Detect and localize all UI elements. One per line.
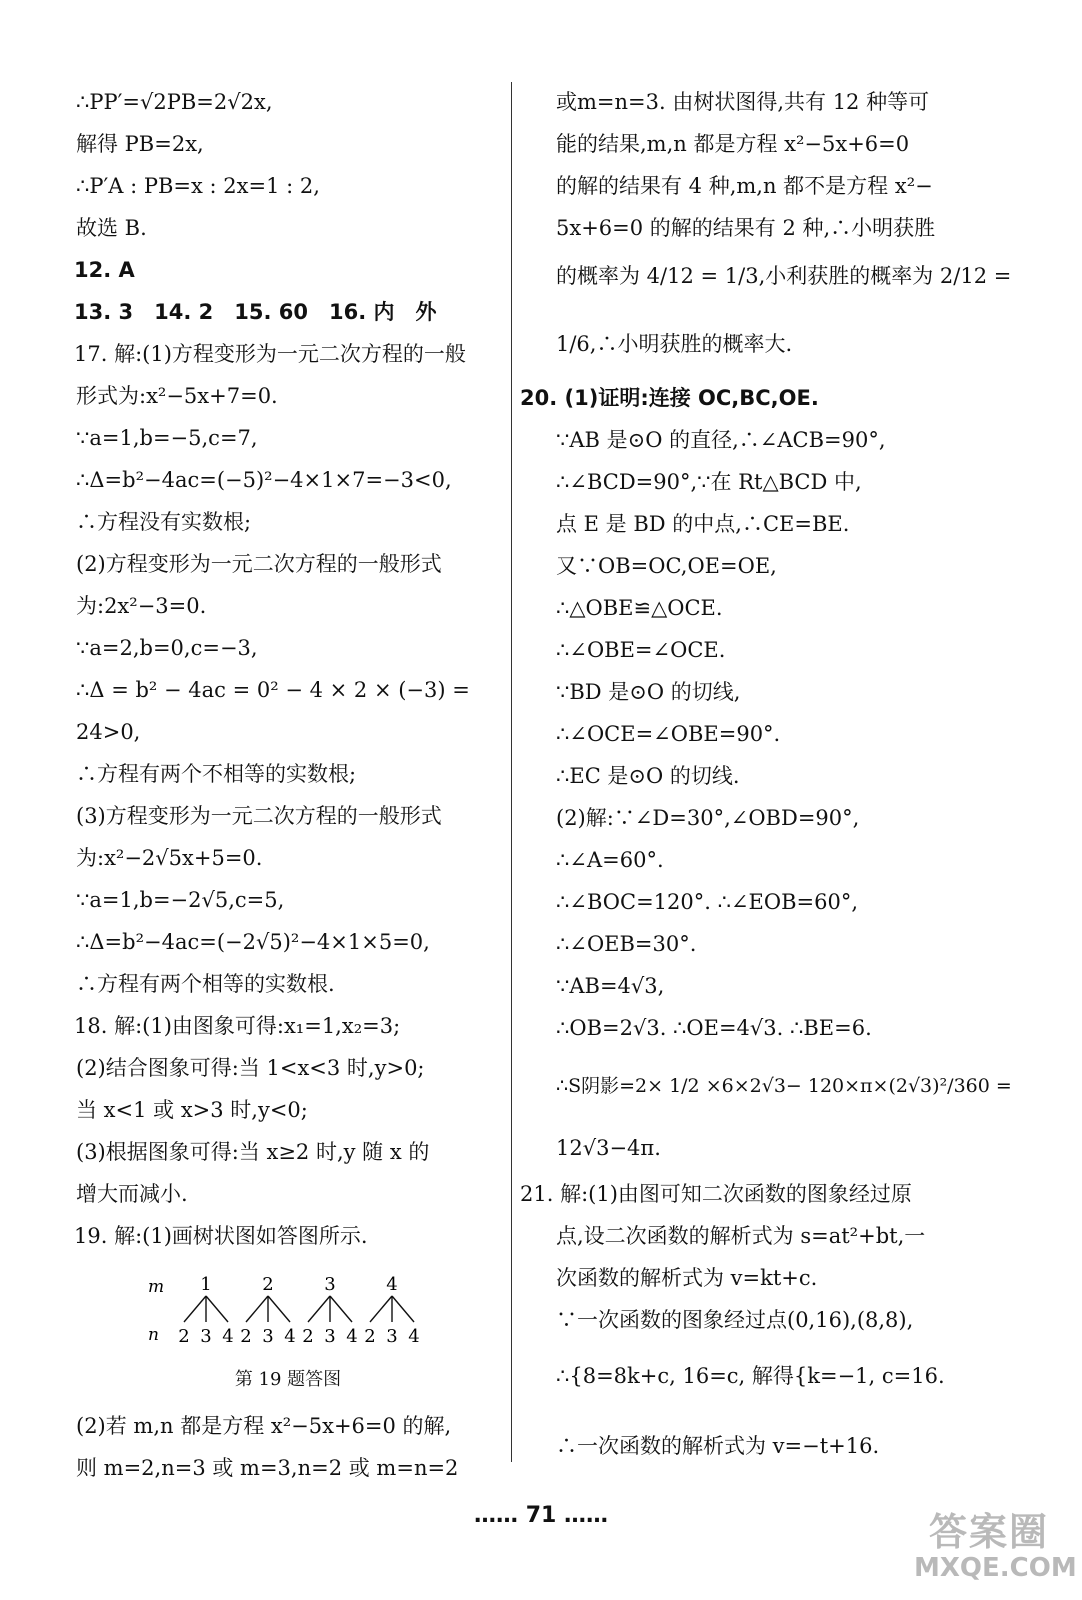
tree-node-m: 1 <box>200 1274 212 1295</box>
left-line: 19. 解:(1)画树状图如答图所示. <box>74 1224 368 1248</box>
right-line: 21. 解:(1)由图可知二次函数的图象经过原 <box>520 1182 912 1206</box>
left-line: 13. 3 14. 2 15. 60 16. 内 外 <box>74 300 437 324</box>
right-line: 的解的结果有 4 种,m,n 都不是方程 x²− <box>556 174 933 198</box>
tree-branch <box>392 1296 414 1322</box>
left-line: 解得 PB=2x, <box>76 132 204 156</box>
right-line: ∵AB 是⊙O 的直径,∴∠ACB=90°, <box>556 428 886 452</box>
right-line: 又∵OB=OC,OE=OE, <box>556 554 777 578</box>
right-line: (2)解:∵∠D=30°,∠OBD=90°, <box>556 806 860 830</box>
left-line: 18. 解:(1)由图象可得:x₁=1,x₂=3; <box>74 1014 401 1038</box>
left-line: ∴方程有两个不相等的实数根; <box>76 762 357 786</box>
right-line: ∴∠BOC=120°. ∴∠EOB=60°, <box>556 890 859 914</box>
right-line: ∴{8=8k+c, 16=c, 解得{k=−1, c=16. <box>556 1364 945 1388</box>
tree-node-n: 3 <box>386 1326 398 1347</box>
left-line: 故选 B. <box>76 216 147 240</box>
left-line: ∴Δ=b²−4ac=(−2√5)²−4×1×5=0, <box>76 930 430 954</box>
tree-node-n: 2 <box>178 1326 190 1347</box>
left-line: 增大而减小. <box>76 1182 188 1206</box>
right-line: ∴∠BCD=90°,∵在 Rt△BCD 中, <box>556 470 862 494</box>
left-line: 17. 解:(1)方程变形为一元二次方程的一般 <box>74 342 466 366</box>
tree-node-n: 4 <box>222 1326 234 1347</box>
tree-node-n: 3 <box>324 1326 336 1347</box>
watermark-text: 答案圈 <box>928 1510 1049 1554</box>
tree-node-n: 2 <box>302 1326 314 1347</box>
tree-node-n: 3 <box>200 1326 212 1347</box>
right-line: 5x+6=0 的解的结果有 2 种,∴小明获胜 <box>556 216 936 240</box>
left-line: 则 m=2,n=3 或 m=3,n=2 或 m=n=2 <box>76 1456 459 1480</box>
left-line: (3)方程变形为一元二次方程的一般形式 <box>76 804 442 828</box>
left-line: 24>0, <box>76 720 141 744</box>
right-line: ∴OB=2√3. ∴OE=4√3. ∴BE=6. <box>556 1016 872 1040</box>
right-line: ∴△OBE≌△OCE. <box>556 596 723 620</box>
left-line: ∴方程有两个相等的实数根. <box>76 972 335 996</box>
tree-branch <box>206 1296 228 1322</box>
tree-node-n: 4 <box>284 1326 296 1347</box>
left-line: ∴Δ = b² − 4ac = 0² − 4 × 2 × (−3) = <box>76 678 470 702</box>
left-line: 为:x²−2√5x+5=0. <box>76 846 263 870</box>
right-line: ∴∠OEB=30°. <box>556 932 697 956</box>
right-line: ∵一次函数的图象经过点(0,16),(8,8), <box>556 1308 914 1332</box>
tree-node-n: 3 <box>262 1326 274 1347</box>
tree-node-m: 2 <box>262 1274 274 1295</box>
right-line: 或m=n=3. 由树状图得,共有 12 种等可 <box>556 90 930 114</box>
page-number: …… 71 …… <box>474 1503 608 1528</box>
right-line: 能的结果,m,n 都是方程 x²−5x+6=0 <box>556 132 910 156</box>
left-line: (2)方程变形为一元二次方程的一般形式 <box>76 552 442 576</box>
tree-node-m: 3 <box>324 1274 336 1295</box>
tree-branch <box>268 1296 290 1322</box>
tree-branch <box>308 1296 330 1322</box>
tree-node-m: 4 <box>386 1274 398 1295</box>
right-line: 12√3−4π. <box>556 1136 661 1160</box>
tree-branch <box>246 1296 268 1322</box>
right-line: 点,设二次函数的解析式为 s=at²+bt,一 <box>556 1224 926 1248</box>
right-line: 点 E 是 BD 的中点,∴CE=BE. <box>556 512 850 536</box>
left-line: 形式为:x²−5x+7=0. <box>76 384 278 408</box>
right-line: ∵AB=4√3, <box>556 974 665 998</box>
left-line: 12. A <box>74 258 135 282</box>
left-line: ∵a=2,b=0,c=−3, <box>76 636 258 660</box>
left-line: (2)若 m,n 都是方程 x²−5x+6=0 的解, <box>76 1414 452 1438</box>
left-line: ∵a=1,b=−5,c=7, <box>76 426 258 450</box>
tree-diagram <box>146 1270 446 1360</box>
tree-node-n: 2 <box>240 1326 252 1347</box>
tree-node-n: 4 <box>346 1326 358 1347</box>
tree-branch <box>330 1296 352 1322</box>
right-line: 次函数的解析式为 v=kt+c. <box>556 1266 818 1290</box>
right-line: ∴∠OCE=∠OBE=90°. <box>556 722 781 746</box>
right-line: ∴∠OBE=∠OCE. <box>556 638 726 662</box>
watermark-url: MXQE.COM <box>914 1553 1077 1583</box>
right-line: 1/6,∴小明获胜的概率大. <box>556 332 793 356</box>
left-line: ∴P′A : PB=x : 2x=1 : 2, <box>76 174 320 198</box>
watermark-logo <box>914 1510 1077 1586</box>
right-line: ∴一次函数的解析式为 v=−t+16. <box>556 1434 880 1458</box>
tree-label-n: n <box>148 1325 159 1345</box>
right-line: ∴EC 是⊙O 的切线. <box>556 764 740 788</box>
left-line: ∵a=1,b=−2√5,c=5, <box>76 888 285 912</box>
tree-branch <box>370 1296 392 1322</box>
tree-label-m: m <box>148 1277 165 1297</box>
left-line: ∴方程没有实数根; <box>76 510 252 534</box>
right-line: ∵BD 是⊙O 的切线, <box>556 680 741 704</box>
tree-node-n: 2 <box>364 1326 376 1347</box>
right-line: 的概率为 4/12 = 1/3,小利获胜的概率为 2/12 = <box>556 264 1012 288</box>
tree-branch <box>184 1296 206 1322</box>
left-line: ∴PP′=√2PB=2√2x, <box>76 90 273 114</box>
left-line: (2)结合图象可得:当 1<x<3 时,y>0; <box>76 1056 425 1080</box>
left-line: (3)根据图象可得:当 x≥2 时,y 随 x 的 <box>76 1140 430 1164</box>
left-line: 为:2x²−3=0. <box>76 594 207 618</box>
tree-node-n: 4 <box>408 1326 420 1347</box>
left-line: 当 x<1 或 x>3 时,y<0; <box>76 1098 308 1122</box>
right-line: ∴∠A=60°. <box>556 848 664 872</box>
column-divider <box>511 82 512 1462</box>
right-line: ∴S阴影=2× 1/2 ×6×2√3− 120×π×(2√3)²/360 = <box>556 1075 1012 1097</box>
right-line: 20. (1)证明:连接 OC,BC,OE. <box>520 386 819 410</box>
tree-caption: 第 19 题答图 <box>234 1369 342 1390</box>
left-line: ∴Δ=b²−4ac=(−5)²−4×1×7=−3<0, <box>76 468 452 492</box>
